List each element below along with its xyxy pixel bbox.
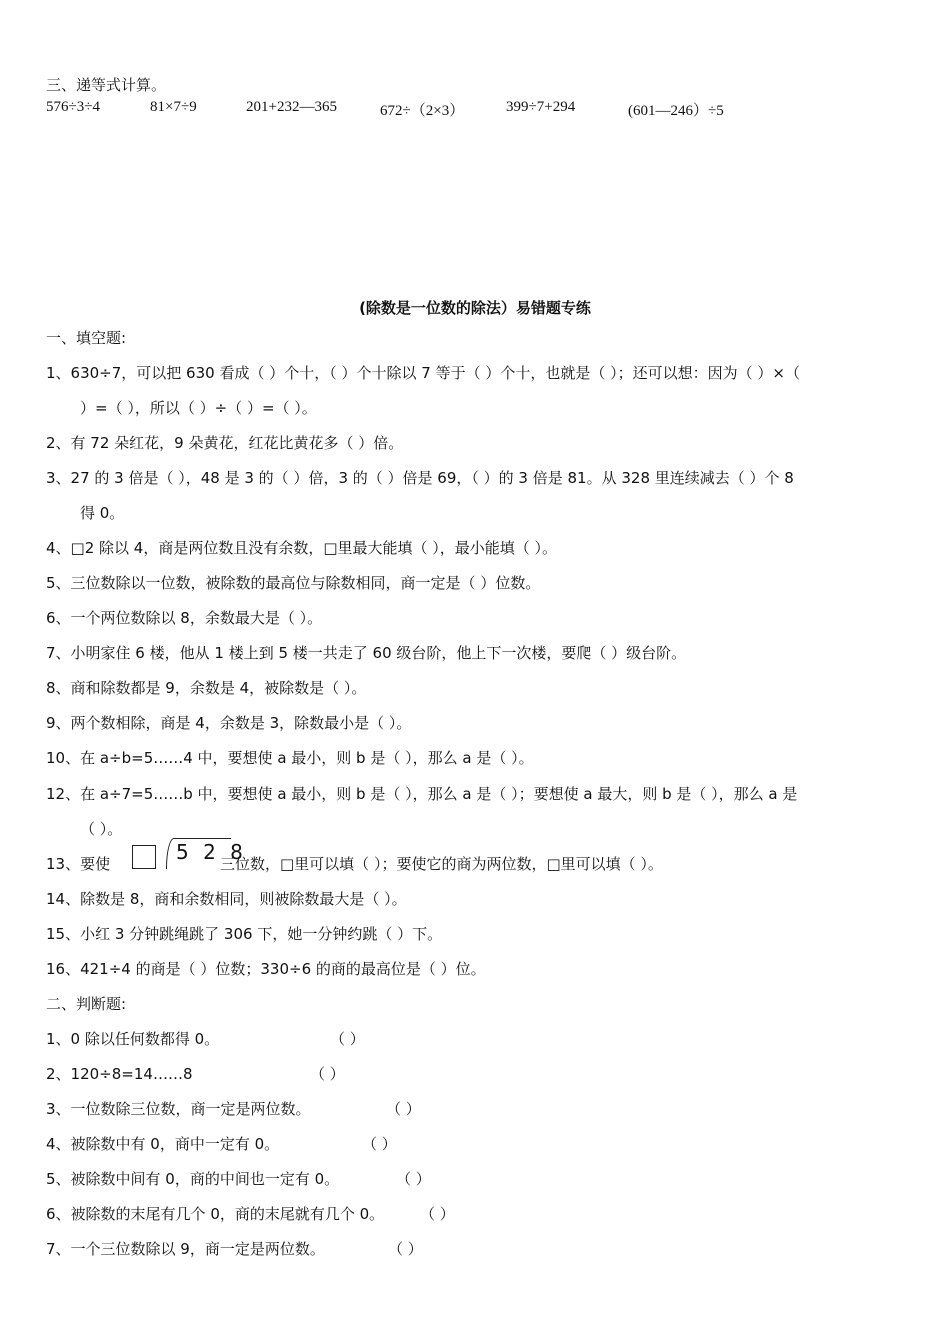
question-13-suffix: 三位数，□里可以填（ ）；要使它的商为两位数，□里可以填（ ）。 xyxy=(220,855,663,873)
question-12: 12、在 a÷7=5……b 中，要想使 a 最小，则 b 是（ ），那么 a 是（ ）；要想使 a 最大，则 b 是（ ），那么 a 是 xyxy=(46,785,798,803)
judge-answer-blank[interactable]: （ ） xyxy=(362,1135,397,1153)
blank-square-box xyxy=(132,845,156,869)
judge-answer-blank[interactable]: （ ） xyxy=(388,1240,423,1258)
question-9: 9、两个数相除，商是 4，余数是 3，除数最小是（ ）。 xyxy=(46,714,412,732)
question-6: 6、一个两位数除以 8，余数最大是（ ）。 xyxy=(46,609,323,627)
question-3: 3、27 的 3 倍是（ ），48 是 3 的（ ）倍，3 的（ ）倍是 69，（ ）的 3 倍是 81。从 328 里连续减去（ ）个 8 xyxy=(46,469,794,487)
calc-item: 576÷3÷4 xyxy=(46,99,100,115)
judge-item: 3、一位数除三位数，商一定是两位数。 xyxy=(46,1100,311,1118)
judge-answer-blank[interactable]: （ ） xyxy=(420,1205,455,1223)
question-15: 15、小红 3 分钟跳绳跳了 306 下，她一分钟约跳（ ）下。 xyxy=(46,925,443,943)
judge-answer-blank[interactable]: （ ） xyxy=(386,1100,421,1118)
question-1: 1、630÷7，可以把 630 看成（ ）个十，（ ）个十除以 7 等于（ ）个十，也就是（ ）；还可以想：因为（ ）×（ xyxy=(46,364,800,382)
question-8: 8、商和除数都是 9，余数是 4，被除数是（ ）。 xyxy=(46,679,367,697)
question-1-cont: ）=（ ），所以（ ）÷（ ）=（ ）。 xyxy=(80,399,317,417)
question-3-cont: 得 0。 xyxy=(80,504,125,522)
question-12-cont: （ ）。 xyxy=(80,820,123,838)
question-4: 4、□2 除以 4，商是两位数且没有余数，□里最大能填（ ），最小能填（ ）。 xyxy=(46,539,558,557)
judge-item: 6、被除数的末尾有几个 0，商的末尾就有几个 0。 xyxy=(46,1205,385,1223)
page-title: (除数是一位数的除法）易错题专练 xyxy=(359,299,591,317)
question-13-prefix: 13、要使 xyxy=(46,855,111,873)
question-16: 16、421÷4 的商是（ ）位数；330÷6 的商的最高位是（ ）位。 xyxy=(46,960,486,978)
judge-item: 2、120÷8=14……8 xyxy=(46,1065,193,1083)
judge-answer-blank[interactable]: （ ） xyxy=(330,1030,365,1048)
judge-item: 4、被除数中有 0，商中一定有 0。 xyxy=(46,1135,280,1153)
question-7: 7、小明家住 6 楼，他从 1 楼上到 5 楼一共走了 60 级台阶，他上下一次楼，要爬（ ）级台阶。 xyxy=(46,644,687,662)
question-2: 2、有 72 朵红花，9 朵黄花，红花比黄花多（ ）倍。 xyxy=(46,434,404,452)
section3-heading: 三、递等式计算。 xyxy=(46,76,167,94)
calc-item: (601—246）÷5 xyxy=(628,103,724,119)
judge-heading: 二、判断题: xyxy=(46,995,127,1013)
question-5: 5、三位数除以一位数，被除数的最高位与除数相同，商一定是（ ）位数。 xyxy=(46,574,541,592)
judge-item: 1、0 除以任何数都得 0。 xyxy=(46,1030,220,1048)
question-14: 14、除数是 8，商和余数相同，则被除数最大是（ ）。 xyxy=(46,890,407,908)
calc-row xyxy=(46,99,906,119)
judge-item: 7、一个三位数除以 9，商一定是两位数。 xyxy=(46,1240,325,1258)
judge-item: 5、被除数中间有 0，商的中间也一定有 0。 xyxy=(46,1170,340,1188)
calc-item: 672÷（2×3） xyxy=(380,103,465,119)
calc-item: 201+232—365 xyxy=(246,99,337,115)
fill-heading: 一、填空题: xyxy=(46,329,127,347)
judge-answer-blank[interactable]: （ ） xyxy=(310,1065,345,1083)
calc-item: 81×7÷9 xyxy=(150,99,197,115)
dividend-digits: 5 2 8 xyxy=(176,840,247,864)
calc-item: 399÷7+294 xyxy=(506,99,576,115)
judge-answer-blank[interactable]: （ ） xyxy=(396,1170,431,1188)
question-10: 10、在 a÷b=5……4 中，要想使 a 最小，则 b 是（ ），那么 a 是（ ）。 xyxy=(46,749,534,767)
